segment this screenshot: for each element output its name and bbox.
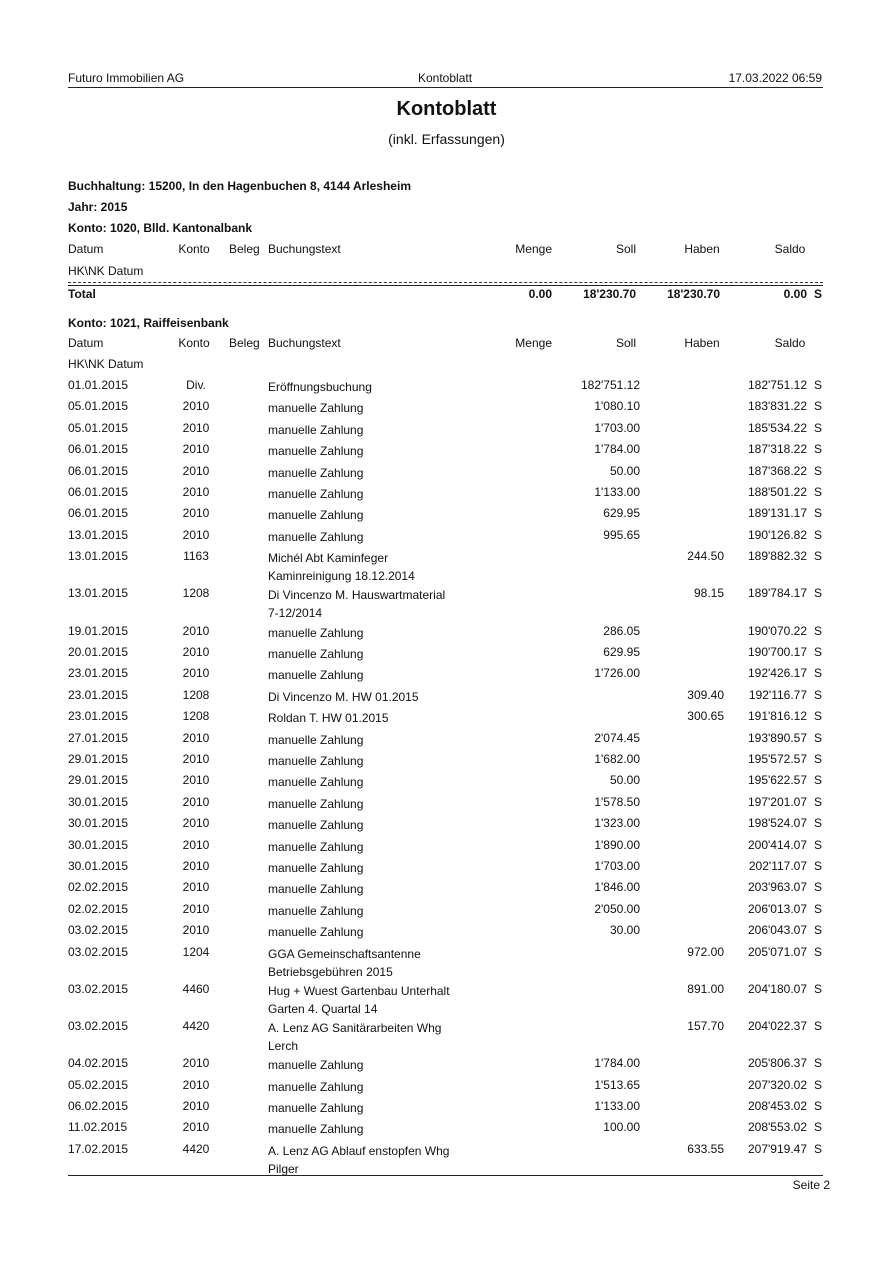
- row-buchungstext: manuelle Zahlung: [268, 529, 364, 544]
- table-row: [0, 528, 893, 548]
- row-haben: 309.40: [687, 687, 724, 702]
- total-saldo-side: S: [814, 287, 823, 301]
- row-saldo-side: S: [814, 816, 823, 831]
- row-datum: 01.01.2015: [68, 378, 129, 392]
- row-konto: 2010: [182, 420, 210, 435]
- table-row: [0, 442, 893, 462]
- col-saldo: Saldo: [774, 336, 806, 350]
- row-konto: 2010: [182, 859, 210, 873]
- total-soll: 18'230.70: [583, 287, 636, 301]
- row-konto: 1204: [182, 944, 210, 959]
- table-row: [0, 859, 893, 879]
- row-saldo: 206'043.07: [747, 923, 807, 938]
- row-konto: 2010: [182, 1120, 210, 1135]
- row-datum: 13.01.2015: [68, 586, 129, 601]
- row-datum: 30.01.2015: [68, 859, 129, 873]
- row-konto: 2010: [182, 837, 210, 852]
- row-buchungstext: [268, 945, 421, 981]
- row-saldo: 188'501.22: [747, 485, 807, 499]
- row-datum: 30.01.2015: [68, 837, 129, 852]
- total-menge: 0.00: [528, 287, 552, 301]
- row-soll: 1'080.10: [594, 399, 640, 414]
- konto-1020-title: Konto: 1020, Blld. Kantonalbank: [68, 221, 253, 235]
- row-buchungstext: [268, 982, 450, 1018]
- table-row: [0, 506, 893, 526]
- row-buchungstext-line1: Michél Abt Kaminfeger: [268, 551, 389, 566]
- row-saldo: 208'553.02: [747, 1120, 807, 1135]
- konto-1021-title: Konto: 1021, Raiffeisenbank: [68, 316, 229, 330]
- table-row: [0, 709, 893, 729]
- page-subtitle: (inkl. Erfassungen): [388, 131, 505, 147]
- row-konto: 2010: [182, 442, 210, 457]
- row-soll: 1'890.00: [594, 837, 640, 852]
- col-soll: Soll: [615, 242, 636, 256]
- table-row: [0, 378, 893, 398]
- row-konto: 2010: [182, 399, 210, 414]
- total-saldo: 0.00: [783, 287, 807, 301]
- row-saldo: 189'784.17: [747, 586, 807, 601]
- row-buchungstext: Eröffnungsbuchung: [268, 380, 372, 394]
- row-datum: 13.01.2015: [68, 549, 129, 564]
- row-saldo: 190'700.17: [747, 645, 807, 659]
- row-saldo-side: S: [814, 730, 823, 745]
- row-saldo-side: S: [814, 623, 823, 638]
- row-buchungstext: manuelle Zahlung: [268, 1058, 364, 1073]
- table-row: [0, 485, 893, 505]
- row-datum: 27.01.2015: [68, 730, 129, 745]
- row-konto: 2010: [182, 1099, 210, 1113]
- row-saldo-side: S: [814, 645, 823, 659]
- row-saldo-side: S: [814, 586, 823, 601]
- row-datum: 17.02.2015: [68, 1141, 129, 1156]
- row-saldo-side: S: [814, 837, 823, 852]
- row-soll: 629.95: [603, 645, 640, 659]
- row-buchungstext: manuelle Zahlung: [268, 487, 364, 501]
- row-buchungstext: manuelle Zahlung: [268, 732, 364, 747]
- row-saldo-side: S: [814, 794, 823, 809]
- row-saldo: 206'013.07: [747, 901, 807, 916]
- row-saldo: 204'022.37: [747, 1019, 807, 1033]
- row-saldo: 203'963.07: [747, 880, 807, 895]
- row-soll: 995.65: [603, 527, 640, 542]
- print-datetime: 17.03.2022 06:59: [728, 71, 822, 85]
- row-saldo-side: S: [814, 399, 823, 414]
- column-header-row: [0, 242, 893, 262]
- col-beleg: Beleg: [229, 336, 260, 350]
- row-saldo: 189'882.32: [747, 549, 807, 564]
- table-row: [0, 1078, 893, 1098]
- row-saldo-side: S: [814, 1141, 823, 1156]
- row-buchungstext-line1: GGA Gemeinschaftsantenne: [268, 946, 421, 961]
- row-saldo: 189'131.17: [747, 506, 807, 521]
- row-soll: 50.00: [609, 463, 640, 478]
- row-datum: 06.01.2015: [68, 442, 129, 457]
- table-row: [0, 645, 893, 665]
- table-row: [0, 421, 893, 441]
- row-saldo-side: S: [814, 506, 823, 521]
- row-buchungstext: manuelle Zahlung: [268, 625, 364, 640]
- row-buchungstext: manuelle Zahlung: [268, 668, 364, 683]
- row-soll: 1'682.00: [594, 752, 640, 766]
- row-konto: 2010: [182, 1056, 210, 1071]
- row-saldo: 204'180.07: [747, 981, 807, 996]
- row-buchungstext: Di Vincenzo M. HW 01.2015: [268, 689, 419, 704]
- row-buchungstext-line1: A. Lenz AG Ablauf enstopfen Whg: [268, 1143, 450, 1158]
- row-konto: 2010: [182, 880, 210, 895]
- table-row: [0, 795, 893, 815]
- row-soll: 2'050.00: [594, 901, 640, 916]
- row-buchungstext: manuelle Zahlung: [268, 754, 364, 768]
- row-buchungstext: manuelle Zahlung: [268, 861, 364, 875]
- row-konto: 2010: [182, 645, 210, 659]
- row-soll: 1'703.00: [594, 859, 640, 873]
- total-row: [0, 287, 893, 307]
- table-row: [0, 666, 893, 686]
- row-saldo-side: S: [814, 1120, 823, 1135]
- col-beleg: Beleg: [229, 242, 260, 256]
- col-hknk-datum: HK\NK Datum: [68, 357, 144, 371]
- company-name: Futuro Immobilien AG: [68, 71, 185, 85]
- row-konto: 2010: [182, 463, 210, 478]
- row-saldo-side: S: [814, 1019, 823, 1033]
- row-buchungstext-line2: Betriebsgebühren 2015: [268, 964, 393, 979]
- table-row: [0, 1141, 893, 1176]
- jahr-line: Jahr: 2015: [68, 200, 128, 214]
- row-buchungstext: manuelle Zahlung: [268, 818, 364, 833]
- row-buchungstext: [268, 586, 445, 622]
- table-row: [0, 624, 893, 644]
- table-row: [0, 399, 893, 419]
- row-konto: Div.: [186, 378, 206, 392]
- row-buchungstext: manuelle Zahlung: [268, 647, 364, 661]
- row-konto: 2010: [182, 773, 210, 788]
- row-saldo-side: S: [814, 485, 823, 499]
- row-konto: 4460: [182, 981, 210, 996]
- row-saldo-side: S: [814, 1099, 823, 1113]
- row-konto: 1208: [182, 687, 210, 702]
- page-number: Seite 2: [792, 1178, 830, 1192]
- row-konto: 4420: [182, 1019, 210, 1033]
- row-haben: 633.55: [687, 1141, 724, 1156]
- row-buchungstext-line2: Pilger: [268, 1161, 299, 1176]
- row-buchungstext-line1: Di Vincenzo M. Hauswartmaterial: [268, 588, 446, 603]
- row-buchungstext: manuelle Zahlung: [268, 1101, 364, 1115]
- row-saldo-side: S: [814, 549, 823, 564]
- table-row: [0, 1056, 893, 1076]
- row-konto: 4420: [182, 1141, 210, 1156]
- row-datum: 05.02.2015: [68, 1077, 129, 1092]
- row-saldo: 207'919.47: [747, 1141, 807, 1156]
- table-row: [0, 688, 893, 708]
- row-haben: 244.50: [687, 549, 724, 564]
- row-saldo: 198'524.07: [747, 816, 807, 831]
- table-row: [0, 816, 893, 836]
- row-buchungstext: manuelle Zahlung: [268, 422, 364, 437]
- row-saldo: 192'426.17: [747, 666, 807, 681]
- table-row: [0, 838, 893, 858]
- row-buchungstext: manuelle Zahlung: [268, 465, 364, 480]
- row-saldo: 193'890.57: [747, 730, 807, 745]
- table-row: [0, 549, 893, 584]
- total-haben: 18'230.70: [667, 287, 720, 301]
- row-soll: 629.95: [603, 506, 640, 521]
- row-datum: 30.01.2015: [68, 816, 129, 831]
- row-soll: 1'578.50: [594, 794, 640, 809]
- row-saldo: 190'126.82: [747, 527, 807, 542]
- table-row: [0, 944, 893, 979]
- row-datum: 06.01.2015: [68, 463, 129, 478]
- row-datum: 19.01.2015: [68, 623, 129, 638]
- row-saldo-side: S: [814, 944, 823, 959]
- page-title: Kontoblatt: [396, 98, 497, 120]
- row-saldo-side: S: [814, 923, 823, 938]
- table-row: [0, 880, 893, 900]
- row-saldo-side: S: [814, 981, 823, 996]
- table-row: [0, 923, 893, 943]
- row-konto: 2010: [182, 816, 210, 831]
- row-saldo-side: S: [814, 442, 823, 457]
- row-saldo: 187'368.22: [747, 463, 807, 478]
- row-konto: 1208: [182, 586, 210, 601]
- row-saldo: 192'116.77: [748, 687, 807, 702]
- footer-rule: [68, 1175, 823, 1176]
- row-datum: 03.02.2015: [68, 981, 129, 996]
- table-row: [0, 1120, 893, 1140]
- row-buchungstext-line1: A. Lenz AG Sanitärarbeiten Whg: [268, 1021, 442, 1035]
- row-saldo-side: S: [814, 1056, 823, 1071]
- table-row: [0, 731, 893, 751]
- table-row: [0, 752, 893, 772]
- col-haben: Haben: [684, 336, 720, 350]
- table-row: [0, 1019, 893, 1053]
- col-konto: Konto: [178, 336, 210, 350]
- row-buchungstext: manuelle Zahlung: [268, 1122, 364, 1137]
- table-row: [0, 773, 893, 793]
- row-datum: 05.01.2015: [68, 399, 129, 414]
- row-datum: 04.02.2015: [68, 1056, 129, 1071]
- row-soll: 1'323.00: [594, 816, 640, 831]
- total-label: Total: [68, 287, 96, 301]
- row-saldo: 195'622.57: [747, 773, 807, 788]
- header-rule: [68, 87, 823, 88]
- row-datum: 23.01.2015: [68, 687, 129, 702]
- row-saldo-side: S: [814, 709, 823, 724]
- row-saldo-side: S: [814, 752, 823, 766]
- row-konto: 2010: [182, 666, 210, 681]
- row-konto: 2010: [182, 901, 210, 916]
- row-saldo: 183'831.22: [747, 399, 807, 414]
- row-soll: 1'133.00: [594, 485, 640, 499]
- row-datum: 23.01.2015: [68, 666, 129, 681]
- col-buchungstext: Buchungstext: [268, 242, 341, 256]
- row-soll: 1'784.00: [594, 442, 640, 457]
- row-soll: 1'513.65: [594, 1077, 640, 1092]
- table-row: [0, 902, 893, 922]
- row-saldo: 185'534.22: [747, 420, 807, 435]
- row-datum: 03.02.2015: [68, 1019, 129, 1033]
- row-datum: 05.01.2015: [68, 420, 129, 435]
- row-saldo-side: S: [814, 880, 823, 895]
- row-buchungstext-line1: Hug + Wuest Gartenbau Unterhalt: [268, 983, 450, 998]
- row-saldo-side: S: [814, 901, 823, 916]
- row-haben: 98.15: [693, 586, 724, 601]
- row-buchungstext: manuelle Zahlung: [268, 796, 364, 811]
- row-buchungstext: manuelle Zahlung: [268, 444, 364, 459]
- row-saldo: 195'572.57: [747, 752, 807, 766]
- row-datum: 02.02.2015: [68, 880, 129, 895]
- row-saldo: 190'070.22: [747, 623, 807, 638]
- col-soll: Soll: [615, 336, 636, 350]
- buchhaltung-line: Buchhaltung: 15200, In den Hagenbuchen 8, 4144 Arlesheim: [68, 179, 411, 193]
- row-datum: 13.01.2015: [68, 527, 129, 542]
- row-datum: 11.02.2015: [68, 1120, 128, 1135]
- row-konto: 2010: [182, 794, 210, 809]
- row-soll: 1'846.00: [594, 880, 640, 895]
- col-datum: Datum: [68, 242, 104, 256]
- row-datum: 23.01.2015: [68, 709, 129, 724]
- row-datum: 29.01.2015: [68, 752, 129, 766]
- row-datum: 30.01.2015: [68, 794, 129, 809]
- row-datum: 03.02.2015: [68, 944, 129, 959]
- col-konto: Konto: [178, 242, 210, 256]
- row-soll: 1'133.00: [594, 1099, 640, 1113]
- row-buchungstext: manuelle Zahlung: [268, 775, 364, 790]
- row-buchungstext: [268, 549, 415, 585]
- row-konto: 1163: [183, 549, 209, 564]
- row-buchungstext: manuelle Zahlung: [268, 508, 364, 523]
- column-header-row: [0, 336, 893, 356]
- row-buchungstext: manuelle Zahlung: [268, 925, 364, 940]
- row-konto: 2010: [182, 506, 210, 521]
- row-soll: 1'726.00: [594, 666, 640, 681]
- row-datum: 03.02.2015: [68, 923, 129, 938]
- row-datum: 20.01.2015: [68, 645, 129, 659]
- row-konto: 2010: [182, 623, 210, 638]
- dashed-rule: [68, 282, 823, 283]
- row-saldo: 197'201.07: [747, 794, 807, 809]
- row-soll: 182'751.12: [580, 378, 640, 392]
- row-saldo-side: S: [814, 773, 823, 788]
- row-konto: 2010: [182, 752, 210, 766]
- row-konto: 2010: [182, 923, 210, 938]
- row-soll: 2'074.45: [594, 730, 640, 745]
- row-saldo-side: S: [814, 527, 823, 542]
- col-hknk-datum: HK\NK Datum: [68, 264, 144, 278]
- row-haben: 300.65: [687, 709, 724, 724]
- row-soll: 1'703.00: [594, 420, 640, 435]
- row-buchungstext-line2: Kaminreinigung 18.12.2014: [268, 569, 415, 584]
- row-datum: 06.01.2015: [68, 506, 129, 521]
- row-buchungstext: manuelle Zahlung: [268, 882, 364, 897]
- row-saldo: 208'453.02: [747, 1099, 807, 1113]
- col-menge: Menge: [515, 336, 552, 350]
- row-saldo-side: S: [814, 666, 823, 681]
- col-haben: Haben: [684, 242, 720, 256]
- row-saldo: 205'071.07: [747, 944, 807, 959]
- row-saldo-side: S: [814, 1077, 823, 1092]
- row-haben: 891.00: [687, 981, 724, 996]
- row-buchungstext: manuelle Zahlung: [268, 1079, 364, 1094]
- row-buchungstext: manuelle Zahlung: [268, 839, 364, 854]
- row-buchungstext-line2: Garten 4. Quartal 14: [268, 1001, 378, 1016]
- row-soll: 286.05: [603, 623, 640, 638]
- row-saldo: 202'117.07: [748, 859, 807, 873]
- table-row: [0, 464, 893, 484]
- document-name: Kontoblatt: [418, 71, 473, 85]
- row-datum: 06.01.2015: [68, 485, 129, 499]
- row-konto: 2010: [182, 730, 210, 745]
- row-haben: 157.70: [687, 1019, 724, 1033]
- row-saldo: 187'318.22: [747, 442, 807, 457]
- row-buchungstext: manuelle Zahlung: [268, 401, 364, 416]
- row-saldo: 191'816.12: [747, 709, 807, 724]
- row-konto: 2010: [182, 485, 210, 499]
- row-datum: 29.01.2015: [68, 773, 129, 788]
- row-konto: 2010: [182, 527, 210, 542]
- col-menge: Menge: [515, 242, 552, 256]
- row-buchungstext-line2: Lerch: [268, 1039, 299, 1053]
- row-buchungstext: manuelle Zahlung: [268, 903, 364, 918]
- row-buchungstext: [268, 1019, 441, 1055]
- row-saldo: 207'320.02: [747, 1077, 807, 1092]
- row-saldo-side: S: [814, 420, 823, 435]
- table-row: [0, 981, 893, 1016]
- row-soll: 100.00: [603, 1120, 640, 1135]
- row-konto: 2010: [182, 1077, 210, 1092]
- table-row: [0, 1099, 893, 1119]
- row-buchungstext: Roldan T. HW 01.2015: [268, 711, 389, 726]
- row-buchungstext-line2: 7-12/2014: [268, 606, 323, 621]
- col-saldo: Saldo: [774, 242, 806, 256]
- row-saldo-side: S: [814, 463, 823, 478]
- row-soll: 30.00: [609, 923, 640, 938]
- row-haben: 972.00: [687, 944, 724, 959]
- row-soll: 1'784.00: [594, 1056, 640, 1071]
- row-soll: 50.00: [609, 773, 640, 788]
- row-saldo-side: S: [814, 859, 823, 873]
- row-konto: 1208: [182, 709, 210, 724]
- col-buchungstext: Buchungstext: [268, 336, 341, 350]
- row-datum: 06.02.2015: [68, 1099, 129, 1113]
- table-row: [0, 586, 893, 621]
- row-buchungstext: [268, 1142, 449, 1178]
- row-saldo: 205'806.37: [747, 1056, 807, 1071]
- row-datum: 02.02.2015: [68, 901, 129, 916]
- col-datum: Datum: [68, 336, 104, 350]
- solid-rule: [68, 285, 823, 286]
- row-saldo: 200'414.07: [747, 837, 807, 852]
- row-saldo-side: S: [814, 378, 823, 392]
- row-saldo: 182'751.12: [747, 378, 807, 392]
- row-saldo-side: S: [814, 687, 823, 702]
